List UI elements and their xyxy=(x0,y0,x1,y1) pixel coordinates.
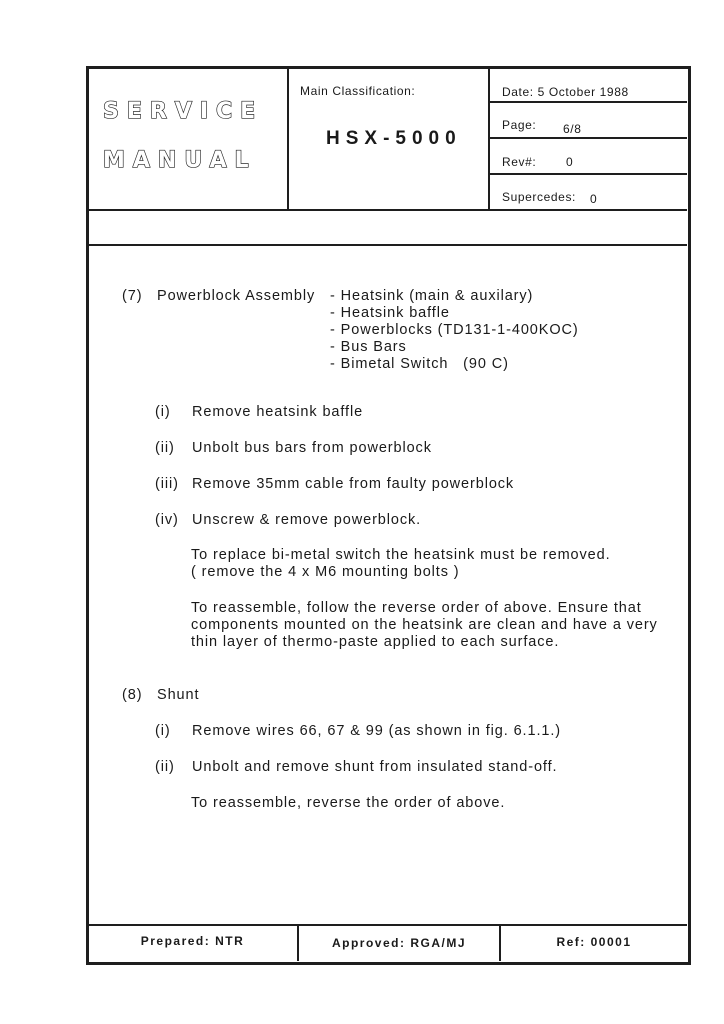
note-reassemble-shunt: To reassemble, reverse the order of above. xyxy=(191,795,506,811)
note-line: ( remove the 4 x M6 mounting bolts ) xyxy=(191,564,460,580)
step-number: (iii) xyxy=(155,476,179,492)
step-number: (i) xyxy=(155,723,171,739)
note-line: components mounted on the heatsink are clean and have a very xyxy=(191,617,658,633)
section-7-title: Powerblock Assembly xyxy=(157,288,316,304)
subheader-line xyxy=(88,244,687,246)
page-label: Page: xyxy=(502,118,537,132)
component-list xyxy=(330,288,579,373)
page-value: 6/8 xyxy=(563,122,582,136)
reference: Ref: 00001 xyxy=(556,935,632,949)
section-7-number: (7) xyxy=(122,288,143,304)
note-line: To reassemble, follow the reverse order of above. Ensure that xyxy=(191,600,642,616)
supercedes-value: 0 xyxy=(590,192,598,206)
supercedes-label: Supercedes: xyxy=(502,190,576,204)
step-number: (ii) xyxy=(155,759,175,775)
step-text: Remove wires 66, 67 & 99 (as shown in fig. 6.1.1.) xyxy=(192,723,561,739)
title-service: SERVICE xyxy=(103,99,264,124)
classification-label: Main Classification: xyxy=(300,84,416,98)
step-text: Remove heatsink baffle xyxy=(192,404,364,420)
component-item: - Heatsink baffle xyxy=(330,305,450,321)
header-divider-1 xyxy=(287,68,289,211)
section-8-number: (8) xyxy=(122,687,143,703)
prepared-by: Prepared: NTR xyxy=(140,934,245,948)
classification-value: HSX-5000 xyxy=(326,128,462,149)
footer-top-line xyxy=(88,924,687,926)
title-manual: MANUAL xyxy=(103,148,257,173)
note-bimetal xyxy=(191,547,611,581)
step-text: Unbolt and remove shunt from insulated stand-off. xyxy=(192,759,558,775)
note-line: thin layer of thermo-paste applied to each surface. xyxy=(191,634,560,650)
component-item: - Bimetal Switch (90 C) xyxy=(330,356,509,372)
component-item: - Bus Bars xyxy=(330,339,407,355)
approved-by: Approved: RGA/MJ xyxy=(331,936,466,950)
component-item: - Heatsink (main & auxilary) xyxy=(330,288,534,304)
step-text: Remove 35mm cable from faulty powerblock xyxy=(192,476,515,492)
step-text: Unscrew & remove powerblock. xyxy=(192,512,422,528)
note-line: To replace bi-metal switch the heatsink must be removed. xyxy=(191,547,611,563)
component-item: - Powerblocks (TD131-1-400KOC) xyxy=(330,322,579,338)
rev-value: 0 xyxy=(566,155,574,169)
meta-row-line-1 xyxy=(488,101,687,103)
meta-row-line-2 xyxy=(488,137,687,139)
step-text: Unbolt bus bars from powerblock xyxy=(192,440,432,456)
step-number: (iv) xyxy=(155,512,179,528)
header-divider-2 xyxy=(488,68,490,211)
note-reassemble xyxy=(191,600,658,651)
header-bottom-line xyxy=(88,209,687,211)
step-number: (i) xyxy=(155,404,171,420)
meta-row-line-3 xyxy=(488,173,687,175)
step-number: (ii) xyxy=(155,440,175,456)
date-field: Date: 5 October 1988 xyxy=(502,85,629,99)
section-8-title: Shunt xyxy=(157,687,200,703)
rev-label: Rev#: xyxy=(502,155,537,169)
